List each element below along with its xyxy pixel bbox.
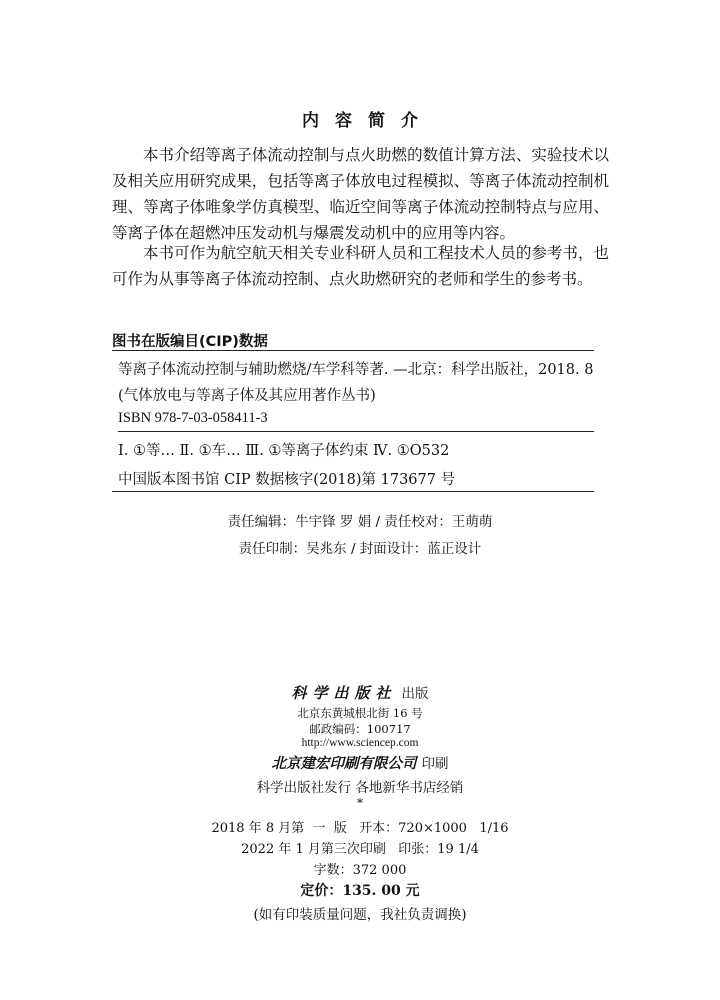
cip-top-rule — [112, 350, 594, 351]
publisher-role: 出版 — [401, 686, 429, 702]
summary-title: 内容简介 — [302, 111, 434, 131]
printer-line — [0, 752, 720, 773]
publisher-name: 科学出版社 — [291, 684, 397, 702]
cip-series-line: (气体放电与等离子体及其应用著作丛书) — [118, 388, 376, 404]
printing-line: 2022 年 1 月第三次印刷 印张：19 1/4 — [241, 842, 479, 857]
summary-paragraph-2: 本书可作为航空航天相关专业科研人员和工程技术人员的参考书，也可作为从事等离子体流动控制、点火助燃研究的老师和学生的参考书。 — [112, 244, 609, 288]
cip-isbn-line: ISBN 978-7-03-058411-3 — [118, 410, 268, 426]
production-credits: 责任印制：吴兆东 / 封面设计：蓝正设计 — [238, 541, 482, 557]
cip-heading: 图书在版编目(CIP)数据 — [112, 334, 268, 350]
printer-name: 北京建宏印刷有限公司 — [271, 755, 417, 772]
summary-paragraph-1: 本书介绍等离子体流动控制与点火助燃的数值计算方法、实验技术以及相关应用研究成果，包括等离子体放电过程模拟、等离子体流动控制机理、等离子体唯象学仿真模型、临近空间等离子体流动控制特点与应用、等离子体在超燃冲压发动机与爆震发动机中的应用等内容。 — [112, 146, 609, 242]
publisher-url: http://www.sciencep.com — [301, 737, 419, 749]
word-count-line: 字数：372 000 — [313, 863, 407, 878]
cip-classification-line: Ⅰ. ①等… Ⅱ. ①车… Ⅲ. ①等离子体约束 Ⅳ. ①O532 — [118, 443, 450, 459]
cip-bottom-rule — [112, 491, 594, 492]
distribution-line: 科学出版社发行 各地新华书店经销 — [256, 780, 464, 796]
publisher-postcode: 邮政编码：100717 — [309, 722, 411, 736]
quality-notice: (如有印装质量问题，我社负责调换) — [253, 907, 467, 923]
price-line: 定价：135. 00 元 — [300, 883, 420, 899]
cip-title-line: 等离子体流动控制与辅助燃烧/车学科等著. —北京：科学出版社，2018. 8 — [118, 362, 594, 378]
cip-record-number-line: 中国版本图书馆 CIP 数据核字(2018)第 173677 号 — [118, 472, 456, 488]
edition-line: 2018 年 8 月第 一 版 开本：720×1000 1/16 — [211, 821, 509, 836]
editor-credits: 责任编辑：牛宇锋 罗 娟 / 责任校对：王萌萌 — [227, 514, 493, 530]
cip-mid-rule — [118, 431, 594, 432]
printer-role: 印刷 — [421, 756, 449, 772]
publisher-line — [0, 682, 720, 703]
publisher-address: 北京东黄城根北街 16 号 — [297, 706, 423, 720]
separator-star: * — [357, 796, 363, 810]
